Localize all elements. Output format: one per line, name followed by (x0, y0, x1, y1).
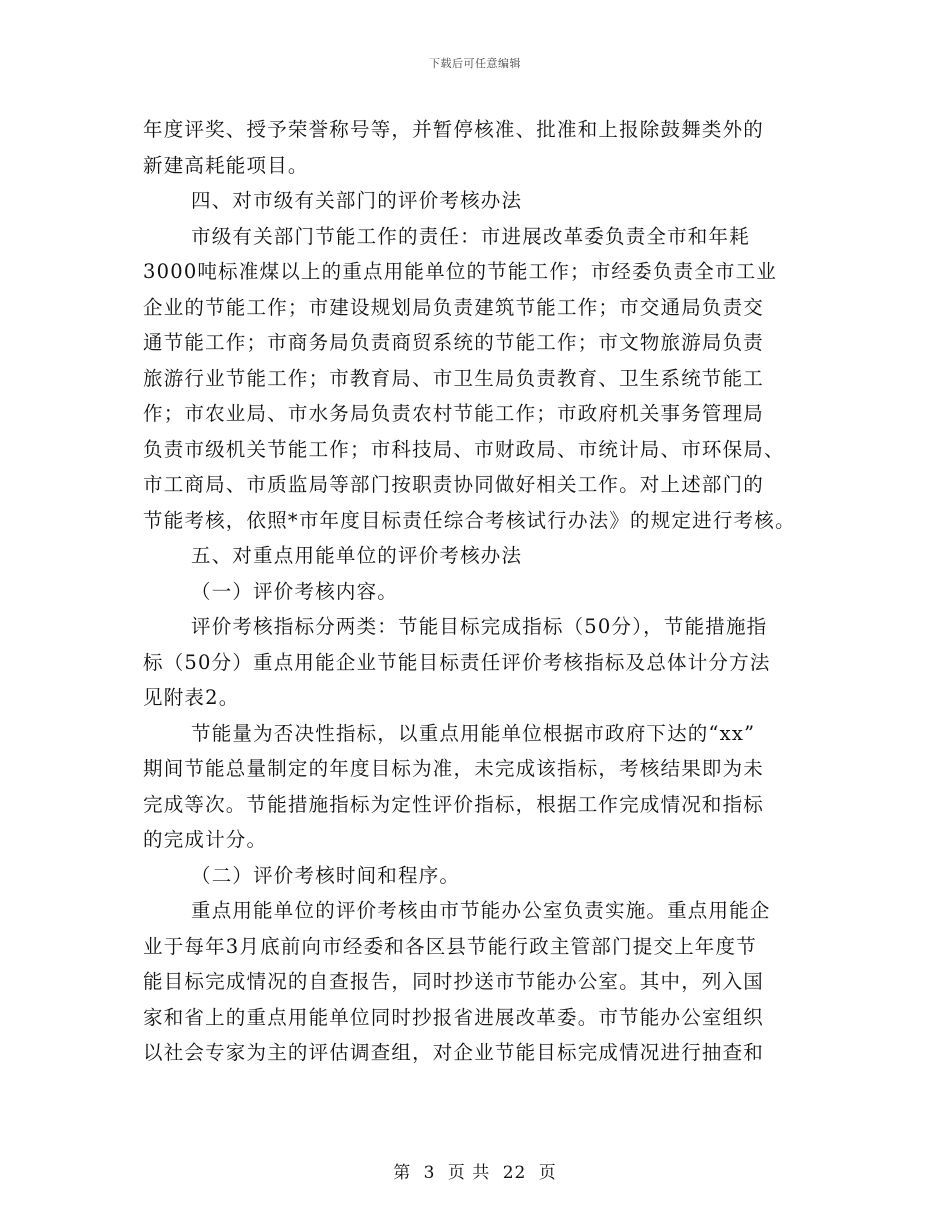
body-line: 业于每年3月底前向市经委和各区县节能行政主管部门提交上年度节 (143, 934, 757, 958)
document-body (143, 112, 813, 1071)
body-line: 节能量为否决性指标，以重点用能单位根据市政府下达的“xx” (191, 721, 756, 745)
body-line: 市级有关部门节能工作的责任：市进展改革委负责全市和年耗 (191, 224, 750, 248)
body-line: 企业的节能工作；市建设规划局负责建筑节能工作；市交通局负责交 (143, 295, 765, 319)
body-line: 作；市农业局、市水务局负责农村节能工作；市政府机关事务管理局 (143, 402, 765, 425)
body-line: 标（50分）重点用能企业节能目标责任评价考核指标及总体计分方法 (143, 650, 771, 674)
page-header: 下载后可任意编辑 (429, 57, 521, 70)
body-line: 能目标完成情况的自查报告，同时抄送市节能办公室。其中，列入国 (143, 970, 765, 993)
body-line: 新建高耗能项目。 (143, 153, 309, 177)
body-line: 的完成计分。 (143, 828, 268, 851)
body-line: 以社会专家为主的评估调查组，对企业节能目标完成情况进行抽查和 (143, 1041, 765, 1064)
body-line: 见附表2。 (143, 686, 240, 709)
subsection-heading: （二）评价考核时间和程序。 (191, 863, 461, 887)
body-line: 通节能工作；市商务局负责商贸系统的节能工作；市文物旅游局负责 (143, 331, 765, 354)
section-heading: 四、对市级有关部门的评价考核办法 (191, 189, 523, 212)
subsection-heading: （一）评价考核内容。 (191, 579, 399, 603)
total-page-count: 22 (502, 1163, 527, 1183)
page-label-prefix: 第 (393, 1163, 412, 1183)
body-line: 重点用能单位的评价考核由市节能办公室负责实施。重点用能企 (191, 899, 771, 922)
body-line: 负责市级机关节能工作；市科技局、市财政局、市统计局、市环保局、 (143, 437, 785, 461)
page-footer (0, 1158, 950, 1183)
body-line: 家和省上的重点用能单位同时抄报省进展改革委。市节能办公室组织 (143, 1005, 765, 1029)
body-line: 完成等次。节能措施指标为定性评价指标，根据工作完成情况和指标 (143, 792, 765, 816)
page-label-middle: 页 共 (447, 1163, 491, 1183)
section-heading: 五、对重点用能单位的评价考核办法 (191, 544, 523, 567)
body-line: 市工商局、市质监局等部门按职责协同做好相关工作。对上述部门的 (143, 473, 765, 496)
page-label-suffix: 页 (538, 1163, 557, 1183)
body-line: 评价考核指标分两类：节能目标完成指标（50分），节能措施指 (191, 615, 768, 638)
body-line: 期间节能总量制定的年度目标为准，未完成该指标，考核结果即为未 (143, 757, 765, 780)
body-line: 旅游行业节能工作；市教育局、市卫生局负责教育、卫生系统节能工 (143, 366, 765, 390)
body-line: 节能考核，依照*市年度目标责任综合考核试行办法》的规定进行考核。 (143, 508, 796, 532)
current-page-number: 3 (423, 1163, 436, 1183)
body-line: 3000吨标准煤以上的重点用能单位的节能工作；市经委负责全市工业 (143, 260, 778, 283)
body-line: 年度评奖、授予荣誉称号等，并暂停核准、批准和上报除鼓舞类外的 (143, 118, 765, 141)
